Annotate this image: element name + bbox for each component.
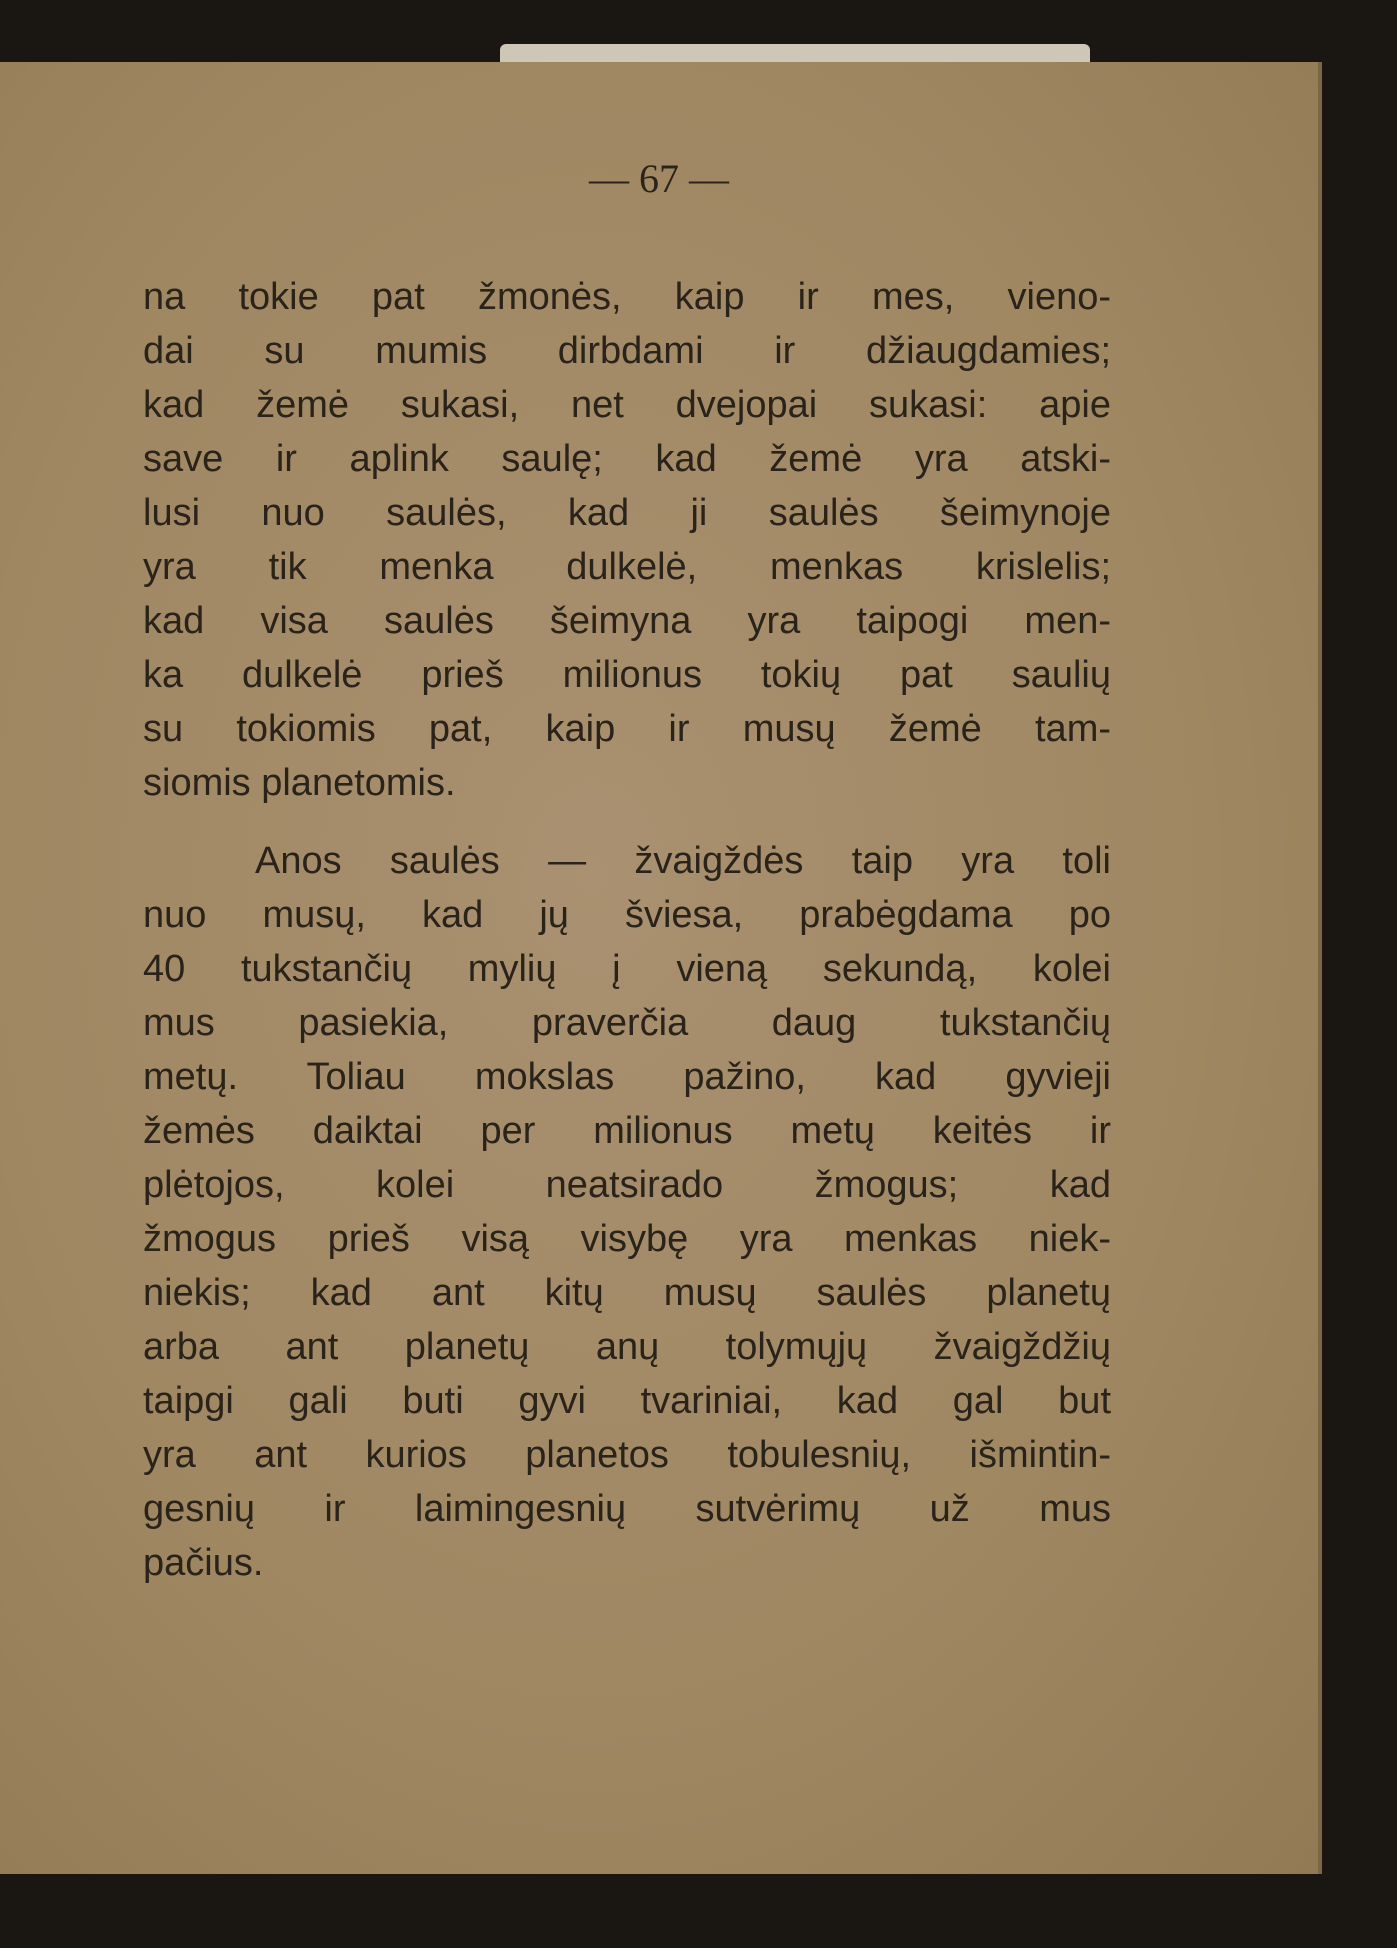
text-line: kad visa saulės šeimyna yra taipogi men- bbox=[143, 600, 1111, 642]
text-line: ka dulkelė prieš milionus tokių pat saulių bbox=[143, 654, 1111, 696]
text-line: taipgi gali buti gyvi tvariniai, kad gal but bbox=[143, 1380, 1111, 1422]
text-line: metų. Toliau mokslas pažino, kad gyvieji bbox=[143, 1056, 1111, 1098]
text-line: dai su mumis dirbdami ir džiaugdamies; bbox=[143, 330, 1111, 372]
text-line: niekis; kad ant kitų musų saulės planetų bbox=[143, 1272, 1111, 1314]
page-edge bbox=[500, 44, 1090, 64]
text-line: na tokie pat žmonės, kaip ir mes, vieno- bbox=[143, 276, 1111, 318]
text-line: nuo musų, kad jų šviesa, prabėgdama po bbox=[143, 894, 1111, 936]
paragraph-1 bbox=[143, 270, 1111, 810]
text-line: 40 tukstančių mylių į vieną sekundą, kolei bbox=[143, 948, 1111, 990]
text-line: yra tik menka dulkelė, menkas krislelis; bbox=[143, 546, 1111, 588]
paragraph-2 bbox=[143, 834, 1111, 1590]
text-line: lusi nuo saulės, kad ji saulės šeimynoje bbox=[143, 492, 1111, 534]
text-line: mus pasiekia, praverčia daug tukstančių bbox=[143, 1002, 1111, 1044]
text-line: Anos saulės — žvaigždės taip yra toli bbox=[255, 840, 1111, 882]
text-line: save ir aplink saulę; kad žemė yra atski- bbox=[143, 438, 1111, 480]
text-line: arba ant planetų anų tolymųjų žvaigždžių bbox=[143, 1326, 1111, 1368]
text-line: gesnių ir laimingesnių sutvėrimų už mus bbox=[143, 1488, 1111, 1530]
text-line: plėtojos, kolei neatsirado žmogus; kad bbox=[143, 1164, 1111, 1206]
text-line: yra ant kurios planetos tobulesnių, išmintin- bbox=[143, 1434, 1111, 1476]
text-line: žemės daiktai per milionus metų keitės ir bbox=[143, 1110, 1111, 1152]
text-line: kad žemė sukasi, net dvejopai sukasi: apie bbox=[143, 384, 1111, 426]
page-number: — 67 — bbox=[589, 156, 729, 201]
text-line: žmogus prieš visą visybę yra menkas niek- bbox=[143, 1218, 1111, 1260]
text-line: pačius. bbox=[143, 1542, 264, 1584]
text-line: siomis planetomis. bbox=[143, 762, 456, 804]
text-line: su tokiomis pat, kaip ir musų žemė tam- bbox=[143, 708, 1111, 750]
